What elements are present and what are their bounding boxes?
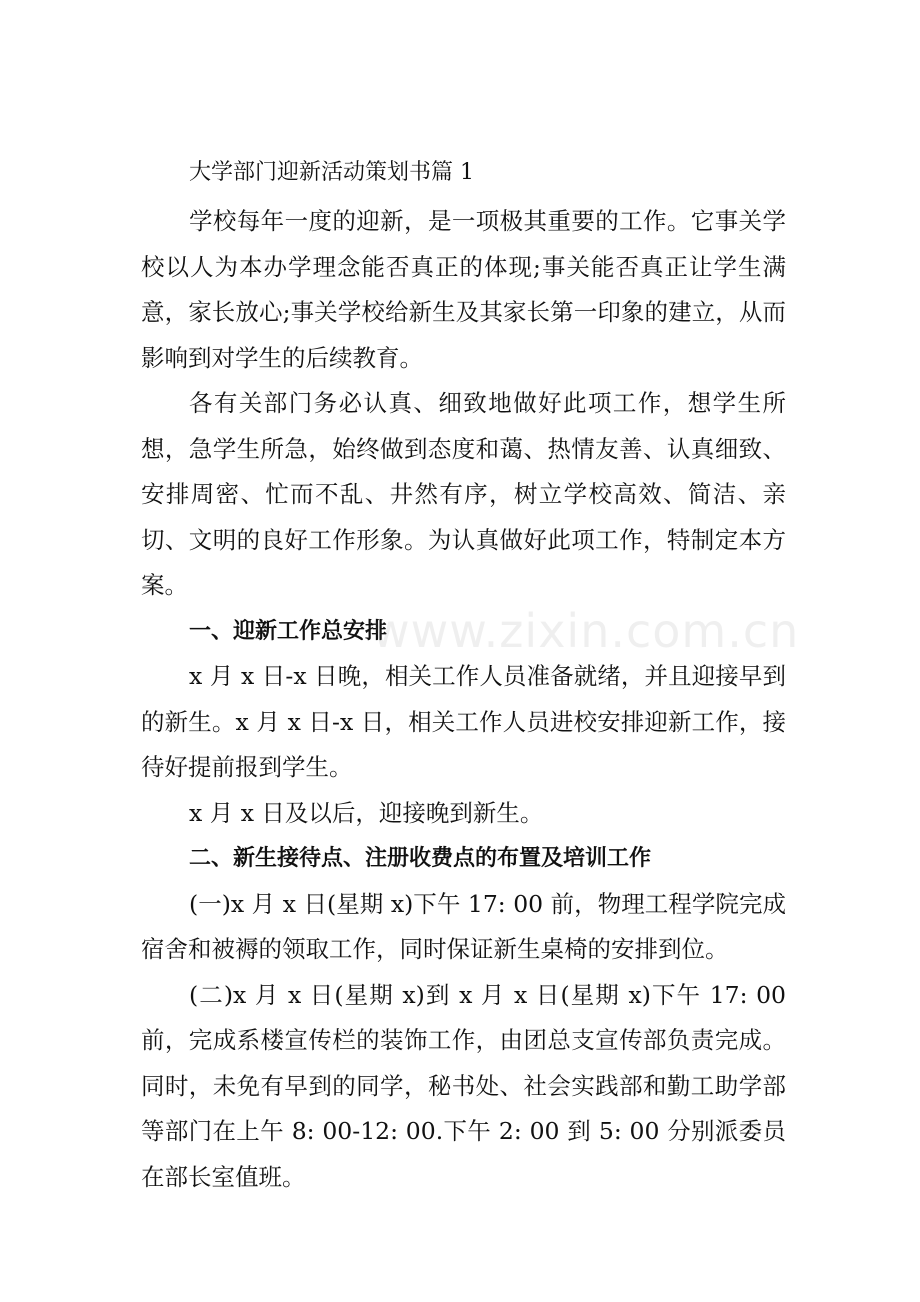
intro-paragraph-1: 学校每年一度的迎新，是一项极其重要的工作。它事关学校以人为本办学理念能否真正的体现;事关能否真正让学生满意，家长放心;事关学校给新生及其家长第一印象的建立，从而影响到对学生的后续教育。 [141,207,786,372]
section-1-paragraph-1: x 月 x 日-x 日晚，相关工作人员准备就绪，并且迎接早到的新生。x 月 x 日-x 日，相关工作人员进校安排迎新工作，接待好提前报到学生。 [141,662,786,781]
section-1-paragraph-2: x 月 x 日及以后，迎接晚到新生。 [189,798,544,827]
document-body [141,153,786,1200]
section-2-paragraph-2: (二)x 月 x 日(星期 x)到 x 月 x 日(星期 x)下午 17: 00 前，完成系楼宣传栏的装饰工作，由团总支宣传部负责完成。同时，未免有早到的同学，秘书处、社会实践部和勤工助学部等部门在上午 8: 00-12: 00.下午 2: 00 到 5: 00 分别派委员在部长室值班。 [141,980,786,1191]
document-title: 大学部门迎新活动策划书篇 1 [189,160,474,185]
intro-paragraph-2: 各有关部门务必认真、细致地做好此项工作，想学生所想，急学生所急，始终做到态度和蔼、热情友善、认真细致、安排周密、忙而不乱、井然有序，树立学校高效、简洁、亲切、文明的良好工作形象。为认真做好此项工作，特制定本方案。 [141,389,786,599]
section-1-heading: 一、迎新工作总安排 [189,617,388,644]
watermark: www.zixin.com.cn [372,604,800,658]
section-2-heading: 二、新生接待点、注册收费点的布置及培训工作 [189,845,652,871]
section-2-paragraph-1: (一)x 月 x 日(星期 x)下午 17: 00 前，物理工程学院完成宿舍和被褥的领取工作，同时保证新生桌椅的安排到位。 [141,889,786,963]
